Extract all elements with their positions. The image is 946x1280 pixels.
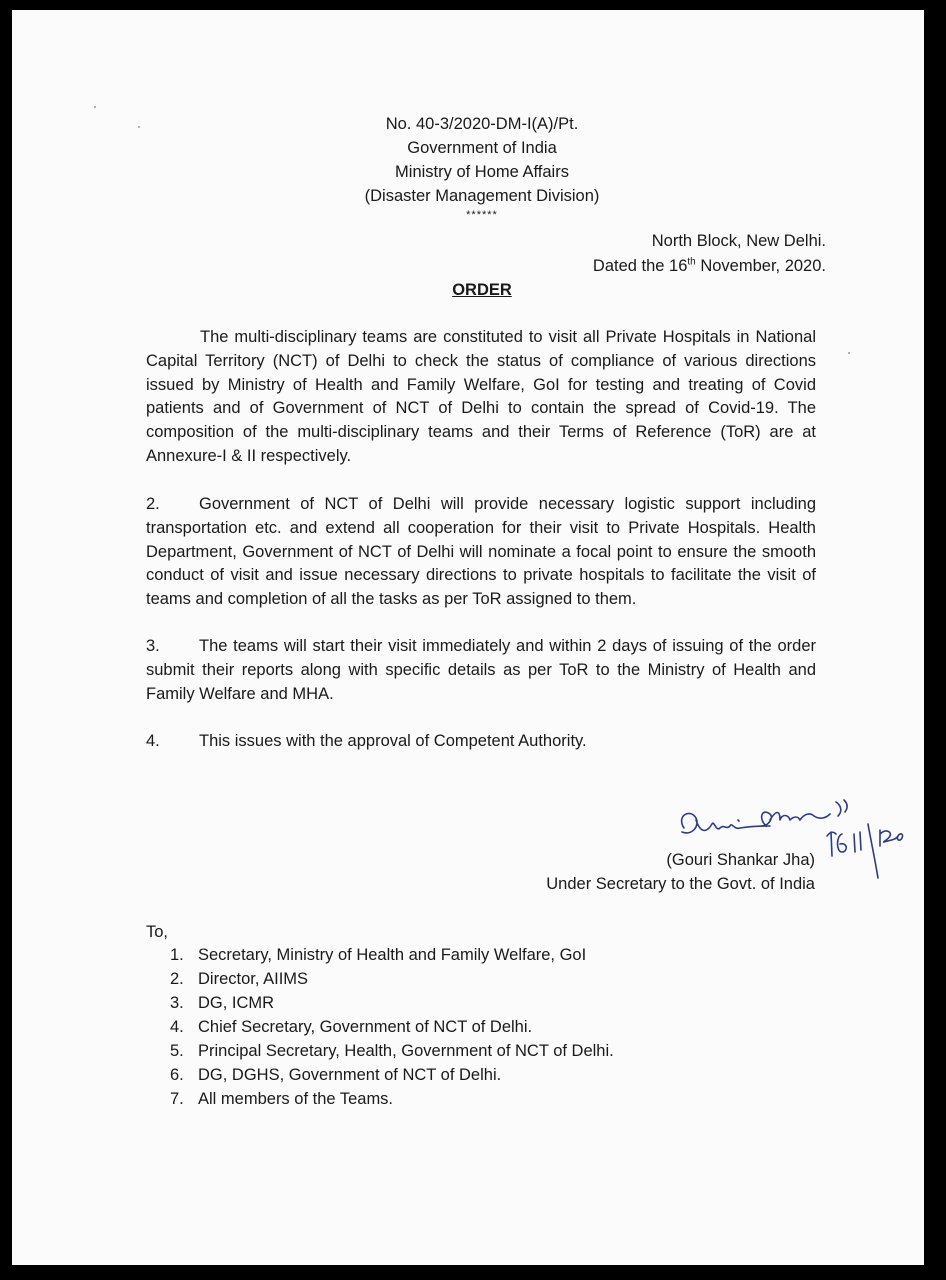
list-item: [170, 991, 614, 1015]
paragraph-2: [146, 493, 816, 612]
header-separator: ******: [466, 209, 498, 221]
date: [593, 254, 826, 279]
recipient: Principal Secretary, Health, Government of NCT of Delhi.: [198, 1042, 614, 1060]
paragraph-4: [146, 730, 816, 754]
paragraph-3: [146, 635, 816, 706]
place: North Block, New Delhi.: [651, 232, 826, 250]
signatory-name: (Gouri Shankar Jha): [666, 851, 815, 869]
list-item: [170, 1039, 614, 1063]
signatory-block: [546, 848, 815, 896]
reference-number: No. 40-3/2020-DM-I(A)/Pt.: [385, 115, 579, 133]
list-item: [170, 943, 614, 967]
list-item: [170, 967, 614, 991]
recipient: DG, DGHS, Government of NCT of Delhi.: [198, 1066, 502, 1084]
division-name: (Disaster Management Division): [364, 187, 600, 205]
recipients-list: [170, 943, 614, 1111]
paper-speck: [94, 106, 96, 108]
government-name: Government of India: [407, 139, 557, 157]
ministry-name: Ministry of Home Affairs: [395, 163, 569, 181]
list-number: 7.: [170, 1090, 184, 1108]
recipient: Director, AIIMS: [198, 970, 309, 988]
list-item: [170, 1063, 614, 1087]
list-number: 6.: [170, 1066, 184, 1084]
list-number: 5.: [170, 1042, 184, 1060]
list-item: [170, 1015, 614, 1039]
list-number: 4.: [170, 1018, 184, 1036]
recipient: Secretary, Ministry of Health and Family Welfare, GoI: [198, 946, 587, 964]
list-number: 1.: [170, 946, 184, 964]
letter-header: [0, 112, 946, 222]
paragraph-number: 3.: [146, 637, 160, 655]
place-and-date: [593, 229, 826, 279]
date-rest: November, 2020.: [695, 257, 826, 275]
paragraph-1: The multi-disciplinary teams are constituted to visit all Private Hospitals in National Capital Territory (NCT) of Delhi to check the status of compliance of various directions issued by Ministry of Health and Family Welfare, GoI for testing and treating of Covid patients and of Government of NCT of Delhi to contain the spread of Covid-19. The composition of the multi-disciplinary teams and their Terms of Reference (ToR) are at Annexure-I & II respectively.: [146, 328, 816, 465]
date-prefix: Dated the 16: [592, 257, 688, 275]
paragraph-number: 4.: [146, 732, 160, 750]
list-number: 2.: [170, 970, 184, 988]
order-title: ORDER: [452, 281, 512, 299]
recipient: DG, ICMR: [198, 994, 275, 1012]
recipient: Chief Secretary, Government of NCT of Delhi.: [198, 1018, 533, 1036]
paragraph-text: This issues with the approval of Competent Authority.: [199, 732, 587, 750]
signatory-designation: Under Secretary to the Govt. of India: [546, 875, 815, 893]
to-label: To,: [146, 923, 169, 941]
recipient: All members of the Teams.: [198, 1090, 394, 1108]
date-ordinal: th: [687, 256, 696, 268]
list-item: [170, 1087, 614, 1111]
paper-speck: [848, 352, 850, 354]
paragraph-text: The teams will start their visit immediately and within 2 days of issuing of the order submit their reports along with specific details as per ToR to the Ministry of Health and Family Welfare and MHA.: [146, 637, 816, 703]
paragraph-number: 2.: [146, 495, 160, 513]
paragraph-text: Government of NCT of Delhi will provide necessary logistic support including transportation etc. and extend all cooperation for their visit to Private Hospitals. Health Department, Government of NCT of Delhi will nominate a focal point to ensure the smooth conduct of visit and issue necessary directions to private hospitals to facilitate the visit of teams and completion of all the tasks as per ToR assigned to them.: [146, 495, 816, 609]
list-number: 3.: [170, 994, 184, 1012]
